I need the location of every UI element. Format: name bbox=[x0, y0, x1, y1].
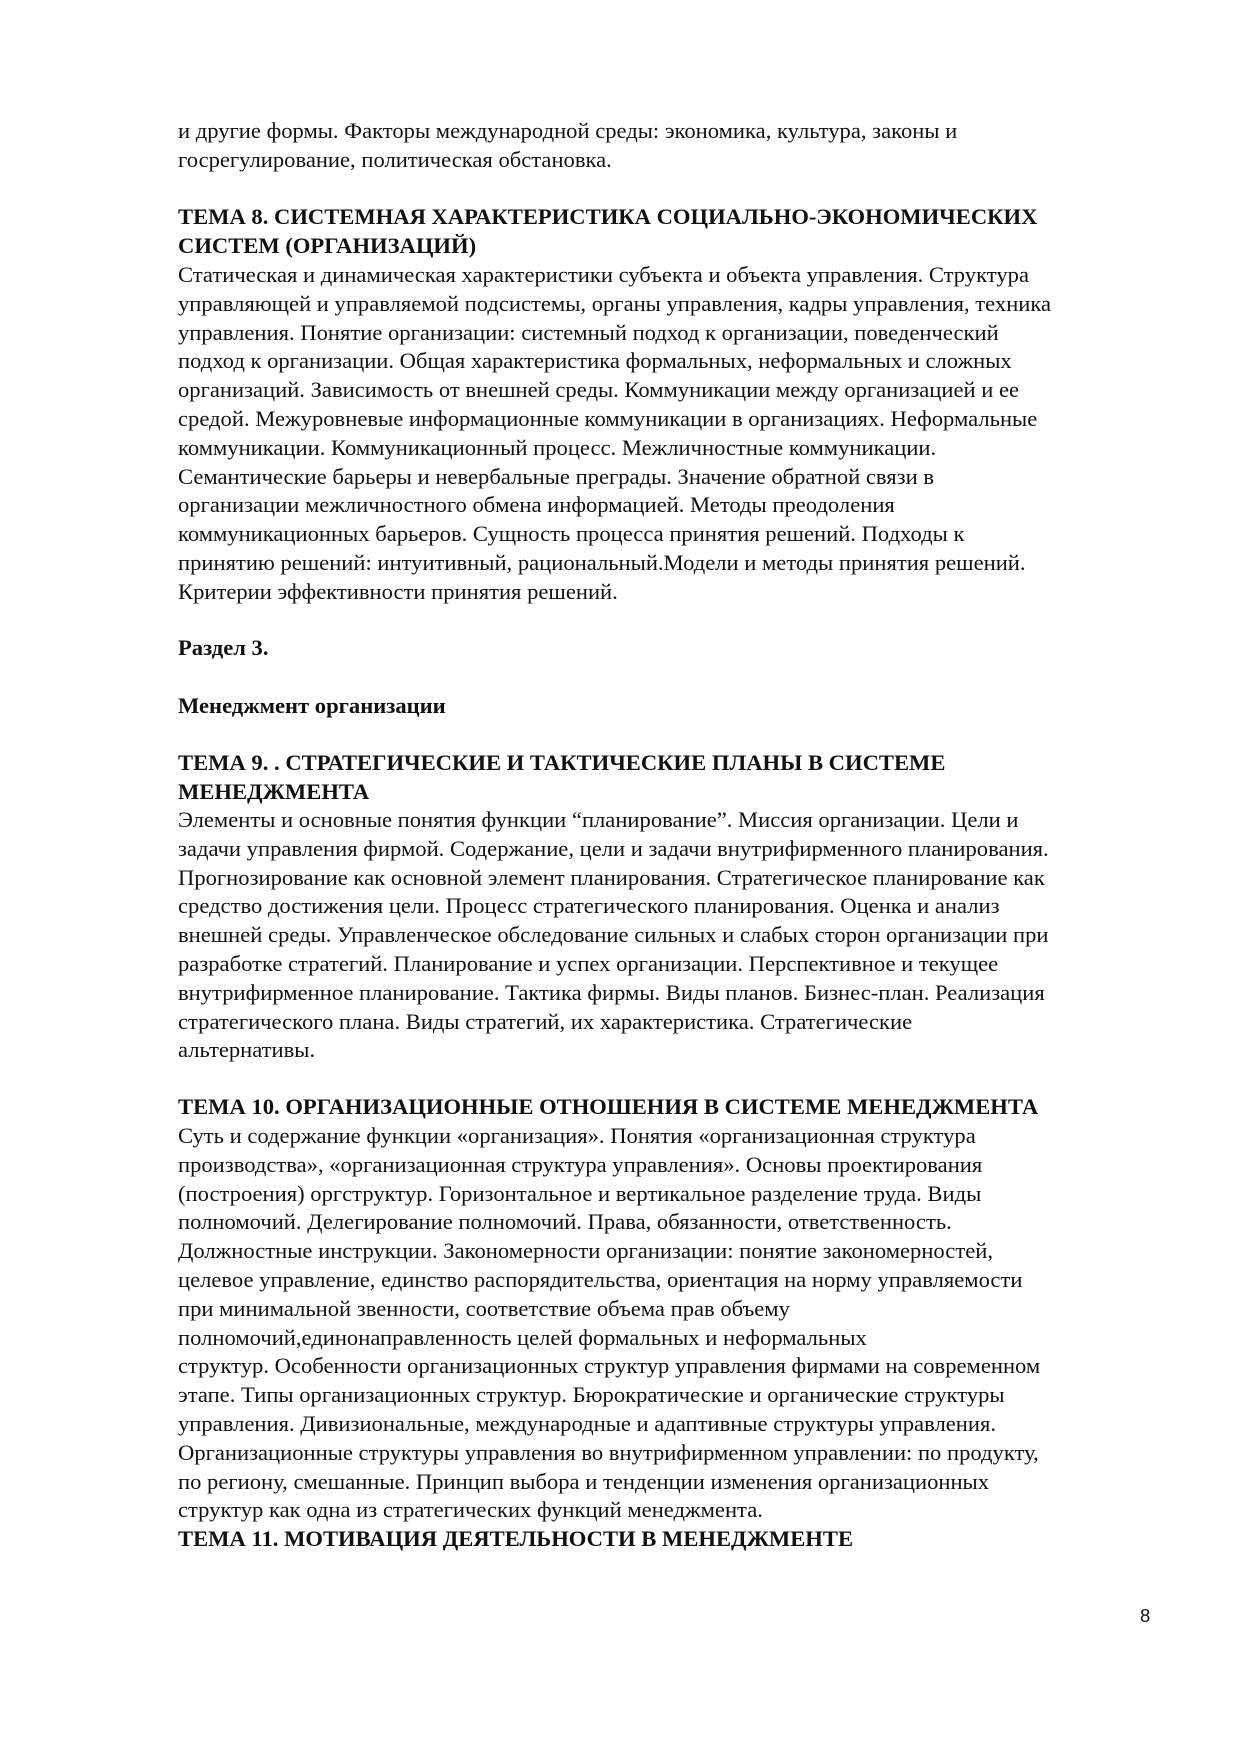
topic-9-heading: ТЕМА 9. . СТРАТЕГИЧЕСКИЕ И ТАКТИЧЕСКИЕ ПЛАНЫ В СИСТЕМЕ МЕНЕДЖМЕНТА bbox=[178, 750, 946, 804]
topic-10-heading: ТЕМА 10. ОРГАНИЗАЦИОННЫЕ ОТНОШЕНИЯ В СИСТЕМЕ МЕНЕДЖМЕНТА bbox=[178, 1094, 1039, 1119]
topic-9-body: Элементы и основные понятия функции “планирование”. Миссия организации. Цели и задачи управления фирмой. Содержание, цели и задачи внутрифирменного планирования. Прогнозирование как основной элемент планирования. Стратегическое планирование как средство достижения цели. Процесс стратегического планирования. Оценка и анализ внешней среды. Управленческое обследование сильных и слабых сторон организации при разработке стратегий. Планирование и успех организации. Перспективное и текущее внутрифирменное планирование. Тактика фирмы. Виды планов. Бизнес-план. Реализация стратегического плана. Виды стратегий, их характеристика. Стратегические альтернативы. bbox=[178, 807, 1049, 1063]
topic-8-heading: ТЕМА 8. СИСТЕМНАЯ ХАРАКТЕРИСТИКА СОЦИАЛЬНО-ЭКОНОМИЧЕСКИХ СИСТЕМ (ОРГАНИЗАЦИЙ) bbox=[178, 204, 1038, 258]
topic-10-body: Суть и содержание функции «организация». Понятия «организационная структура производства», «организационная структура управления». Основы проектирования (построения) оргструктур. Горизонтальное и вертикальное разделение труда. Виды полномочий. Делегирование полномочий. Права, обязанности, ответственность. Должностные инструкции. Закономерности организации: понятие закономерностей, целевое управление, единство распорядительства, ориентация на норму управляемости при минимальной звенности, соответствие объема прав объему полномочий,единонаправленность целей формальных и неформальных структур. Особенности организационных структур управления фирмами на современном этапе. Типы организационных структур. Бюрократические и органические структуры управления. Дивизиональные, международные и адаптивные структуры управления. Организационные структуры управления во внутрифирменном управлении: по продукту, по региону, смешанные. Принцип выбора и тенденции изменения организационных структур как одна из стратегических функций менеджмента. bbox=[178, 1123, 1041, 1523]
intro-paragraph: и другие формы. Факторы международной среды: экономика, культура, законы и госрегулирование, политическая обстановка. bbox=[178, 118, 958, 172]
page-number: 8 bbox=[1140, 1605, 1151, 1626]
topic-11-heading: ТЕМА 11. МОТИВАЦИЯ ДЕЯТЕЛЬНОСТИ В МЕНЕДЖМЕНТЕ bbox=[178, 1526, 854, 1551]
section-3-label: Раздел 3. bbox=[178, 635, 269, 660]
section-3-name: Менеджмент организации bbox=[178, 693, 446, 718]
topic-8-body: Статическая и динамическая характеристики субъекта и объекта управления. Структура управляющей и управляемой подсистемы, органы управления, кадры управления, техника управления. Понятие организации: системный подход к организации, поведенческий подход к организации. Общая характеристика формальных, неформальных и сложных организаций. Зависимость от внешней среды. Коммуникации между организацией и ее средой. Межуровневые информационные коммуникации в организациях. Неформальные коммуникации. Коммуникационный процесс. Межличностные коммуникации. Семантические барьеры и невербальные преграды. Значение обратной связи в организации межличностного обмена информацией. Методы преодоления коммуникационных барьеров. Сущность процесса принятия решений. Подходы к принятию решений: интуитивный, рациональный.Модели и методы принятия решений. Критерии эффективности принятия решений. bbox=[178, 262, 1052, 604]
